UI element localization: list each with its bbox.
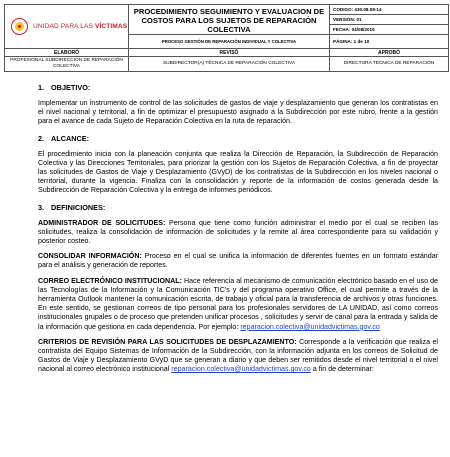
document-title: PROCEDIMIENTO SEGUIMIENTO Y EVALUACION DE COSTOS PARA LOS SUJETOS DE REPARACIÓN COLECTIVA [133, 6, 325, 34]
definition-term: CONSOLIDAR INFORMACIÓN: [38, 252, 142, 261]
section-heading-definiciones: 3. DEFINICIONES: [38, 202, 106, 212]
unidad-victimas-logo [5, 18, 128, 35]
sig-value-reviso: SUBDIRECTOR(A) TÉCNICA DE REPARACIÓN COLECTIVA [129, 57, 330, 72]
email-link[interactable]: reparacion.colectiva@unidadvictimas.gov.co [240, 322, 380, 331]
sig-value-aprobo: DIRECTORA TÉCNICA DE REPARACIÓN [330, 57, 449, 72]
definition-term: CORREO ELECTRÓNICO INSTITUCIONAL: [38, 276, 182, 285]
section-heading-objetivo: 1. OBJETIVO: [38, 83, 91, 92]
sig-header-elaboro: ELABORÓ [5, 49, 129, 57]
section-heading-alcance: 2. ALCANCE: [38, 133, 90, 143]
definition-text: Corresponde a la verificación que realiza el contratista del Equipo Sistemas de Información de la Subdirección, con la información adjunta en los correos de Solicitud de Gastos de Viaje y Desplazamiento GVyD que se generan a diario y que deben ser remitidos desde el nivel territorial o el nivel nacional al correo electrónico institucional [38, 337, 438, 374]
definition-term: ADMINISTRADOR DE SOLICITUDES: [38, 218, 166, 227]
document-header-table [4, 4, 449, 72]
document-page-number: PÁGINA: 1 de 10 [330, 35, 449, 49]
definition-text: Persona que tiene como función administrar el medio por el cual se reciben las solicitudes, realiza la consolidación de información de solicitudes y la remite al área correspondiente para su validación y posterior costeo. [38, 218, 438, 246]
objetivo-paragraph: Implementar un instrumento de control de las solicitudes de gastos de viaje y desplazamiento que generan los contratistas en el nivel nacional y territorial, a fin de optimizar el presupuesto asignado a la Subdirección por este rubro, frente a la gestión para el avance de cada Sujeto de Reparación Colectiva en la ruta de reparación. [38, 99, 438, 126]
coat-of-arms-icon [11, 18, 28, 35]
document-date: FECHA: 04/08/2016 [330, 25, 449, 35]
logo-text: UNIDAD PARA LAS VÍCTIMAS [33, 23, 128, 30]
sig-header-reviso: REVISÓ [129, 49, 330, 57]
document-body [38, 83, 438, 381]
process-name: PROCESO GESTIÓN DE REPARACIÓN INDIVIDUAL Y COLECTIVA [129, 35, 330, 49]
definition-criterios [38, 338, 438, 375]
definition-text-end: a fin de determinar: [310, 365, 374, 374]
document-version: VERSIÓN: 01 [330, 15, 449, 25]
sig-header-aprobo: APROBÓ [330, 49, 449, 57]
document-code: CODIGO: 430.08.08-14 [330, 5, 449, 15]
definition-correo [38, 277, 438, 332]
definition-term: CRITERIOS DE REVISIÓN PARA LAS SOLICITUDES DE DESPLAZAMIENTO: [38, 337, 297, 346]
email-link[interactable]: reparacion.colectiva@unidadvictimas.gov.co [171, 365, 311, 374]
logo-cell [5, 5, 129, 49]
sig-value-elaboro: PROFESIONAL SUBDIRECCIÓN DE REPARACIÓN COLECTIVA [5, 57, 129, 72]
definition-consolidar [38, 252, 438, 270]
document-title-cell [129, 5, 330, 35]
definition-text: Hace referencia al mecanismo de comunicación electrónico basado en el uso de las Tecnologías de la Información y la Comunicación TIC's y del programa operativo Office, el cual permite a través de la herramienta Outlook mantener la comunicación escrita, de trabajo y oficial para la transferencia de archivos y otras funciones. En este sentido, se gestionan correos de tipo personal para los profesionales servidores de LA UNIDAD, así como correos institucionales grupales o de proceso que pretenden unificar procesos , solicitudes y servir de canal para la entrada y salida de la información que gestiona en cada dependencia. Por ejemplo: [38, 276, 438, 331]
alcance-paragraph: El procedimiento inicia con la planeación conjunta que realiza la Dirección de Reparación, la Subdirección de Reparación Colectiva y las Direcciones Territoriales, para priorizar la gestión con los Sujetos de Reparación Colectiva, a fin de proyectar las solicitudes de Gastos de Viaje y Desplazamiento (GVyD) de los contratistas de la Subdirección en los niveles nacional o territorial, durante la vigencia. Finaliza con la consolidación y reporte de la información de costos generada desde la Subdirección de Reparación Colectiva y la entrega de informes periódicos. [38, 149, 438, 195]
definition-text: Proceso en el cual se unifica la información de diferentes fuentes en un formato estándar para el análisis y generación de reportes. [38, 252, 438, 270]
definition-administrador [38, 219, 438, 247]
